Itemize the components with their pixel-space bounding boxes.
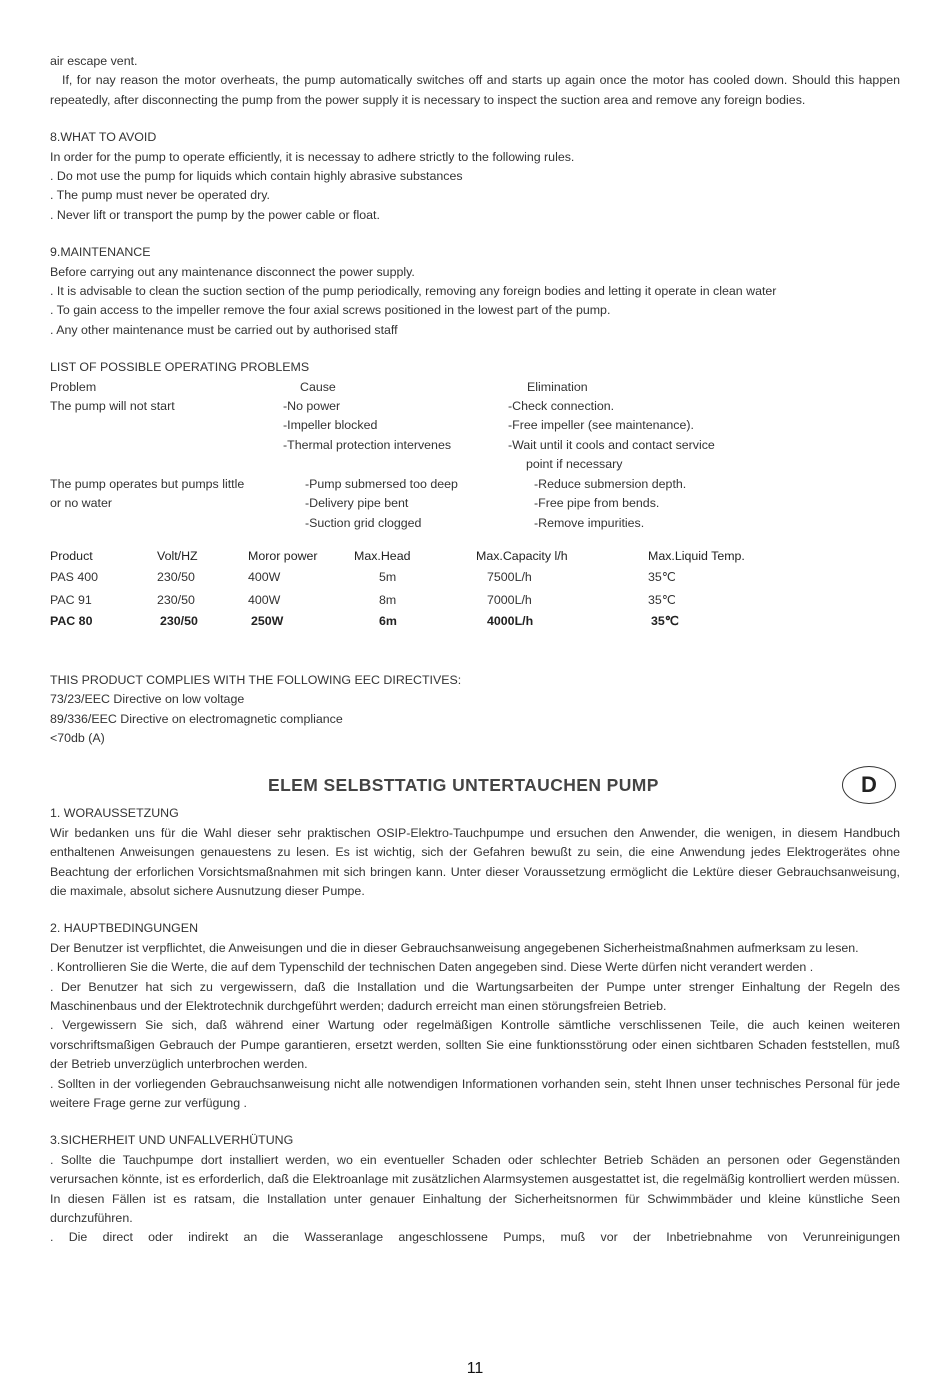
maintenance-item: . To gain access to the impeller remove the four axial screws positioned in the lowest part of the pump. <box>50 303 611 318</box>
intro-line: air escape vent. <box>50 54 138 68</box>
specs-cell: 35℃ <box>651 613 679 628</box>
eec-title: THIS PRODUCT COMPLIES WITH THE FOLLOWING EEC DIRECTIVES: <box>50 672 462 687</box>
specs-header: Moror power <box>248 548 318 563</box>
specs-cell: 400W <box>248 569 281 584</box>
problem-cell: or no water <box>50 496 112 511</box>
specs-header: Max.Capacity l/h <box>476 548 568 563</box>
specs-header: Volt/HZ <box>157 548 198 563</box>
german-section-title: 3.SICHERHEIT UND UNFALLVERHÜTUNG <box>50 1133 294 1148</box>
german-section-title: 2. HAUPTBEDINGUNGEN <box>50 921 199 936</box>
problems-header-cause: Cause <box>300 379 336 394</box>
specs-cell: 230/50 <box>157 569 195 584</box>
specs-header: Max.Head <box>354 548 411 563</box>
specs-row <box>50 568 900 589</box>
german-paragraph: . Kontrollieren Sie die Werte, die auf dem Typenschild der technischen Daten angegeben sind. Diese Werte dürfen nicht verandert werden . <box>50 960 814 975</box>
avoid-intro: In order for the pump to operate efficiently, it is necessay to adhere strictly to the following rules. <box>50 149 575 164</box>
maintenance-intro: Before carrying out any maintenance disconnect the power supply. <box>50 264 415 279</box>
specs-cell: 230/50 <box>157 592 195 607</box>
cause-cell: -Delivery pipe bent <box>305 496 409 511</box>
maintenance-item: . It is advisable to clean the suction section of the pump periodically, removing any foreign bodies and letting it operate in clean water <box>50 284 777 299</box>
specs-cell: 400W <box>248 592 281 607</box>
german-paragraph: . Sollte die Tauchpumpe dort installiert werden, wo ein eventueller Schaden oder schlechter Betrieb Schäden an personen oder Gegenständen verursachen könnte, ist es erforderlich, daß die Elektroanlage mit zusätzlichen Alarmsystemen ausgestattet ist, die regelmäßig kontrolliert werden müssen. In diesen Fällen ist es ratsam, die Installation unter genauer Einhaltung der Sicherheitsnormen für Schwimmbäder und kleine künstliche Seen durchzuführen. <box>50 1152 900 1226</box>
german-paragraph: . Vergewissern Sie sich, daß während einer Wartung oder regelmäßigen Kontrolle sämtliche verschlissenen Teile, die auch keinen weiteren vorschriftsmaßigen Gebrauch der Pumpe garantieren, ersetzt werden, sollten Sie eine funktionsstörung oder einen sichtbaren Schaden feststellen, muß der Betrieb unverzüglich unterbrochen werden. <box>50 1018 900 1072</box>
elimination-cell: -Remove impurities. <box>534 515 645 530</box>
german-paragraph: Wir bedanken uns für die Wahl dieser sehr praktischen OSIP-Elektro-Tauchpumpe und ersuchen den Anwender, die wenigen, in diesem Handbuch enthaltenen Anweisungen genauestens zu lesen. Es ist wichtig, sich der Gefahren bewußt zu sein, die eine Anwendung jedes Elektrogerätes ohne Beachtung der erforlichen Vorsichtsmaßnahmen mit sich bringen kann. Unter dieser Voraussetzung ermöglicht die Lektüre dieser Gebrauchsanweisung, die maximale, absolut sichere Ausnutzung dieser Pumpe. <box>50 825 900 898</box>
maintenance-item: . Any other maintenance must be carried out by authorised staff <box>50 322 398 337</box>
german-paragraph: . Der Benutzer hat sich zu vergewissern, daß die Installation und die Wartungsarbeiten der Pumpe unter strenger Einhaltung der Regeln des Maschinenbaus und der Elektrotechnik durchgeführt werden; dadurch erreicht man einen störungsfreien Betrieb. <box>50 979 900 1013</box>
elimination-cell: -Free pipe from bends. <box>534 496 660 511</box>
section-title-maintenance: 9.MAINTENANCE <box>50 245 151 260</box>
elimination-cell: point if necessary <box>526 457 623 472</box>
specs-cell: 230/50 <box>160 613 198 628</box>
page-number: 11 <box>466 1360 484 1377</box>
problems-table <box>50 378 900 537</box>
specs-cell: PAS 400 <box>50 569 98 584</box>
german-paragraph: . Sollten in der vorliegenden Gebrauchsanweisung nicht alle notwendigen Informationen vorhanden sein, steht Ihnen unser technisches Personal für jede weitere Frage gerne zur verfügung . <box>50 1076 900 1110</box>
cause-cell: -Pump submersed too deep <box>305 476 458 491</box>
german-section-title: 1. WORAUSSETZUNG <box>50 806 179 821</box>
specs-header: Product <box>50 548 93 563</box>
section-title-problems: LIST OF POSSIBLE OPERATING PROBLEMS <box>50 360 310 375</box>
problems-header-problem: Problem <box>50 379 97 394</box>
german-paragraph: . Die direct oder indirekt an die Wasseranlage angeschlossene Pumps, muß vor der Inbetriebnahme von Verunreinigungen <box>50 1230 900 1245</box>
german-heading: ELEM SELBSTTATIG UNTERTAUCHEN PUMP <box>268 775 659 796</box>
eec-line: 89/336/EEC Directive on electromagnetic compliance <box>50 711 343 726</box>
specs-header-row <box>50 547 900 568</box>
section-title-avoid: 8.WHAT TO AVOID <box>50 130 157 145</box>
german-paragraph: Der Benutzer ist verpflichtet, die Anweisungen und die in dieser Gebrauchsanweisung angegebenen Sicherheistmaßnahmen aufmerksam zu lesen. <box>50 940 859 955</box>
specs-cell: PAC 80 <box>50 613 93 628</box>
specs-cell: PAC 91 <box>50 592 92 607</box>
specs-cell: 35℃ <box>648 592 676 607</box>
cause-cell: -Impeller blocked <box>283 418 378 433</box>
cause-cell: -No power <box>283 399 341 414</box>
german-heading-row <box>50 766 900 808</box>
specs-cell: 7000L/h <box>487 592 532 607</box>
avoid-item: . The pump must never be operated dry. <box>50 188 270 203</box>
specs-cell: 4000L/h <box>487 613 534 628</box>
eec-line: <70db (A) <box>50 730 105 745</box>
specs-cell: 5m <box>379 569 397 584</box>
specs-cell: 7500L/h <box>487 569 532 584</box>
elimination-cell: -Wait until it cools and contact service <box>508 437 715 452</box>
specs-cell: 6m <box>379 613 397 628</box>
cause-cell: -Thermal protection intervenes <box>283 437 452 452</box>
elimination-cell: -Reduce submersion depth. <box>534 476 687 491</box>
problems-header-elimination: Elimination <box>527 379 588 394</box>
avoid-item: . Never lift or transport the pump by the power cable or float. <box>50 207 380 222</box>
specs-cell: 8m <box>379 592 397 607</box>
specs-cell: 35℃ <box>648 569 676 584</box>
specs-row <box>50 612 900 633</box>
avoid-item: . Do mot use the pump for liquids which contain highly abrasive substances <box>50 169 463 184</box>
elimination-cell: -Check connection. <box>508 399 615 414</box>
elimination-cell: -Free impeller (see maintenance). <box>508 418 694 433</box>
problem-cell: The pump operates but pumps little <box>50 476 245 491</box>
eec-line: 73/23/EEC Directive on low voltage <box>50 692 245 707</box>
cause-cell: -Suction grid clogged <box>305 515 422 530</box>
language-badge: D <box>842 766 896 804</box>
page-content <box>50 52 900 1248</box>
problem-cell: The pump will not start <box>50 399 175 414</box>
specs-header: Max.Liquid Temp. <box>648 548 745 563</box>
intro-paragraph: If, for nay reason the motor overheats, the pump automatically switches off and starts up again once the motor has cooled down. Should this happen repeatedly, after disconnecting the pump from the power supply it is necessary to inspect the suction area and remove any foreign bodies. <box>50 73 900 107</box>
specs-cell: 250W <box>251 613 284 628</box>
specs-row <box>50 591 900 612</box>
specs-table <box>50 547 900 631</box>
